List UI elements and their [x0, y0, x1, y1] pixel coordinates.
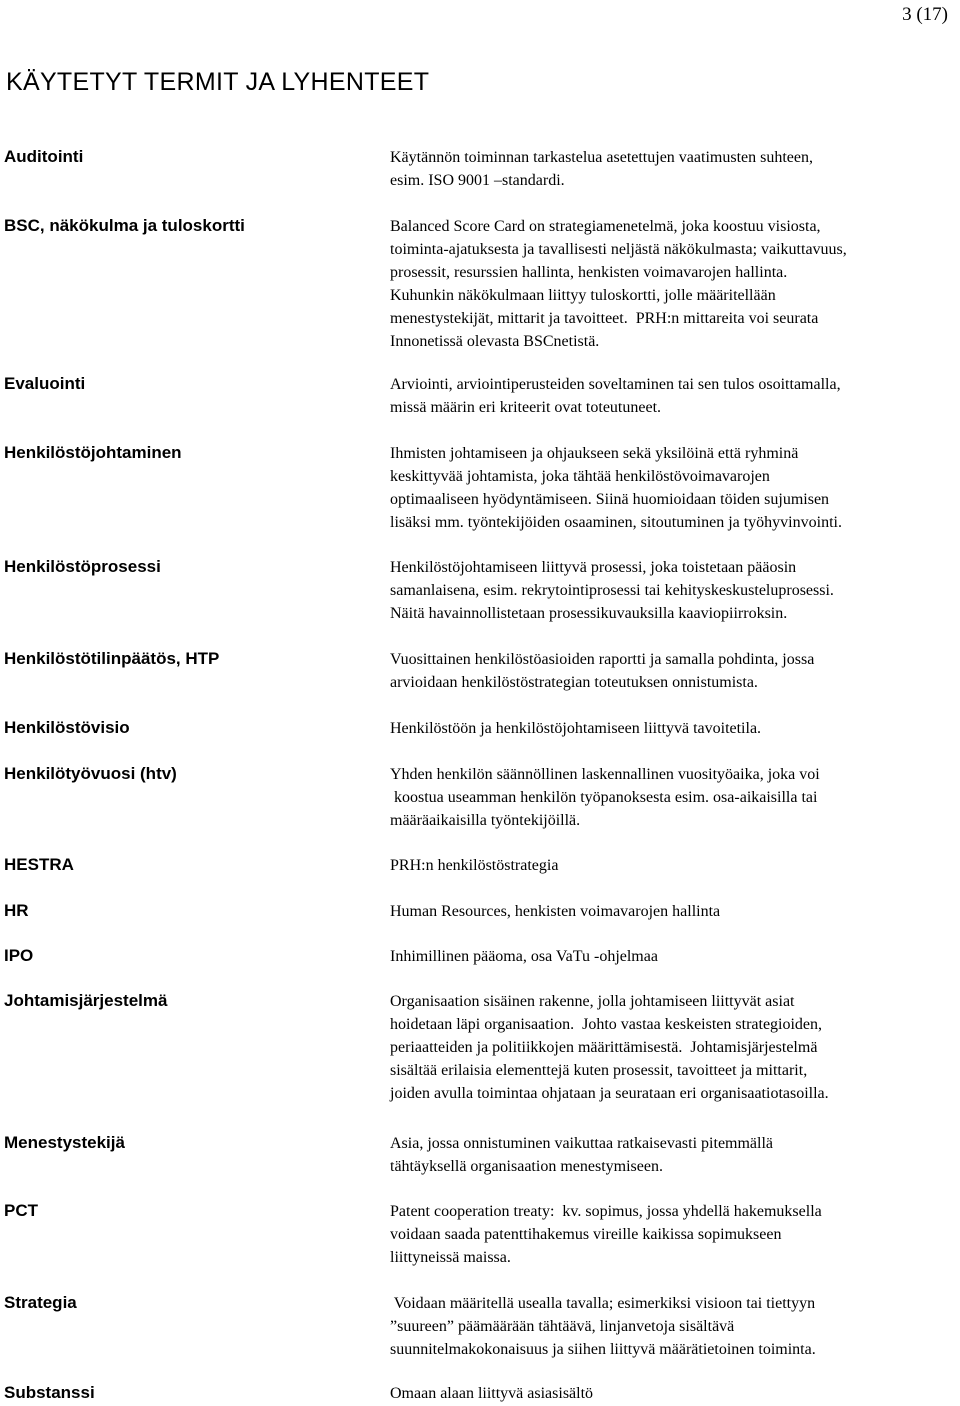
glossary-term: PCT — [4, 1201, 38, 1220]
definition-line: ”suureen” päämäärään tähtäävä, linjanvetoja sisältävä — [390, 1318, 735, 1335]
definition-line: prosessit, resurssien hallinta, henkisten voimavarojen hallinta. — [390, 264, 788, 281]
definition-line: missä määrin eri kriteerit ovat toteutuneet. — [390, 399, 662, 416]
glossary-definition — [390, 945, 950, 968]
glossary-definition — [390, 1200, 950, 1269]
glossary-term: HR — [4, 901, 29, 920]
definition-line: menestystekijät, mittarit ja tavoitteet. PRH:n mittareita voi seurata — [390, 310, 819, 327]
definition-line: voidaan saada patenttihakemus vireille kaikissa sopimukseen — [390, 1226, 782, 1243]
definition-line: optimaaliseen hyödyntämiseen. Siinä huomioidaan töiden sujumisen — [390, 491, 830, 508]
glossary-term: Henkilöstöjohtaminen — [4, 443, 182, 462]
glossary-term: Henkilöstötilinpäätös, HTP — [4, 649, 220, 668]
definition-line: periaatteiden ja politiikkojen määrittämisestä. Johtamisjärjestelmä — [390, 1039, 818, 1056]
definition-line: Balanced Score Card on strategiamenetelmä, joka koostuu visiosta, — [390, 218, 821, 235]
definition-line: liittyneissä maissa. — [390, 1249, 511, 1266]
definition-line: Innonetissä olevasta BSCnetistä. — [390, 333, 600, 350]
glossary-term: BSC, näkökulma ja tuloskortti — [4, 216, 245, 235]
definition-line: lisäksi mm. työntekijöiden osaaminen, sitoutuminen ja työhyvinvointi. — [390, 514, 842, 531]
glossary-definition — [390, 1382, 950, 1405]
definition-line: suunnitelmakokonaisuus ja siihen liittyvä määrätietoinen toiminta. — [390, 1341, 816, 1358]
definition-line: Voidaan määritellä usealla tavalla; esimerkiksi visioon tai tiettyyn — [390, 1295, 816, 1312]
glossary-definition — [390, 717, 950, 740]
glossary-definition — [390, 1292, 950, 1361]
glossary-term: HESTRA — [4, 855, 74, 874]
glossary-definition — [390, 215, 950, 353]
definition-line: Näitä havainnollistetaan prosessikuvauksilla kaaviopiirroksin. — [390, 605, 788, 622]
definition-line: keskittyvää johtamista, joka tähtää henkilöstövoimavarojen — [390, 468, 770, 485]
glossary-definition — [390, 373, 950, 419]
definition-line: hoidetaan läpi organisaation. Johto vastaa keskeisten strategioiden, — [390, 1016, 823, 1033]
glossary-term: Menestystekijä — [4, 1133, 125, 1152]
definition-line: arvioidaan henkilöstöstrategian toteutuksen onnistumista. — [390, 674, 758, 691]
definition-line: koostua useamman henkilön työpanoksesta esim. osa-aikaisilla tai — [390, 789, 818, 806]
glossary-term: Substanssi — [4, 1383, 95, 1402]
definition-line: Patent cooperation treaty: kv. sopimus, jossa yhdellä hakemuksella — [390, 1203, 822, 1220]
glossary-definition — [390, 854, 950, 877]
definition-line: joiden avulla toimintaa ohjataan ja seurataan eri organisaatiotasoilla. — [390, 1085, 829, 1102]
definition-line: samanlaisena, esim. rekrytointiprosessi tai kehityskeskusteluprosessi. — [390, 582, 834, 599]
definition-line: Henkilöstöjohtamiseen liittyvä prosessi, joka toistetaan pääosin — [390, 559, 797, 576]
definition-line: sisältää erilaisia elementtejä kuten prosessit, tavoitteet ja mittarit, — [390, 1062, 808, 1079]
definition-line: Kuhunkin näkökulmaan liittyy tuloskortti, jolle määritellään — [390, 287, 776, 304]
definition-line: PRH:n henkilöstöstrategia — [390, 857, 559, 874]
glossary-term: Henkilöstövisio — [4, 718, 130, 737]
definition-line: Ihmisten johtamiseen ja ohjaukseen sekä yksilöinä että ryhminä — [390, 445, 799, 462]
glossary-term: Henkilötyövuosi (htv) — [4, 764, 177, 783]
definition-line: Arviointi, arviointiperusteiden soveltaminen tai sen tulos osoittamalla, — [390, 376, 841, 393]
definition-line: Omaan alaan liittyvä asiasisältö — [390, 1385, 594, 1402]
glossary-definition — [390, 763, 950, 832]
glossary-term: Strategia — [4, 1293, 77, 1312]
definition-line: Yhden henkilön säännöllinen laskennallinen vuosityöaika, joka voi — [390, 766, 820, 783]
glossary-definition — [390, 900, 950, 923]
definition-line: Inhimillinen pääoma, osa VaTu -ohjelmaa — [390, 948, 658, 965]
glossary-definition — [390, 1132, 950, 1178]
glossary-term: Auditointi — [4, 147, 84, 166]
glossary-definition — [390, 648, 950, 694]
glossary-term: IPO — [4, 946, 34, 965]
glossary-definition — [390, 442, 950, 534]
glossary-term: Henkilöstöprosessi — [4, 557, 161, 576]
definition-line: esim. ISO 9001 –standardi. — [390, 172, 565, 189]
definition-line: Asia, jossa onnistuminen vaikuttaa ratkaisevasti pitemmällä — [390, 1135, 774, 1152]
page-title: KÄYTETYT TERMIT JA LYHENTEET — [6, 68, 430, 96]
glossary-definition — [390, 146, 950, 192]
definition-line: tähtäyksellä organisaation menestymiseen. — [390, 1158, 663, 1175]
definition-line: määräaikaisilla työntekijöillä. — [390, 812, 581, 829]
glossary-term: Evaluointi — [4, 374, 86, 393]
definition-line: Vuosittainen henkilöstöasioiden raportti ja samalla pohdinta, jossa — [390, 651, 815, 668]
definition-line: Henkilöstöön ja henkilöstöjohtamiseen liittyvä tavoitetila. — [390, 720, 762, 737]
glossary-definition — [390, 990, 950, 1105]
definition-line: toiminta-ajatuksesta ja tavallisesti neljästä näkökulmasta; vaikuttavuus, — [390, 241, 847, 258]
page-number: 3 (17) — [902, 4, 948, 25]
definition-line: Käytännön toiminnan tarkastelua asetettujen vaatimusten suhteen, — [390, 149, 813, 166]
definition-line: Human Resources, henkisten voimavarojen hallinta — [390, 903, 721, 920]
definition-line: Organisaation sisäinen rakenne, jolla johtamiseen liittyvät asiat — [390, 993, 795, 1010]
glossary-term: Johtamisjärjestelmä — [4, 991, 168, 1010]
glossary-definition — [390, 556, 950, 625]
